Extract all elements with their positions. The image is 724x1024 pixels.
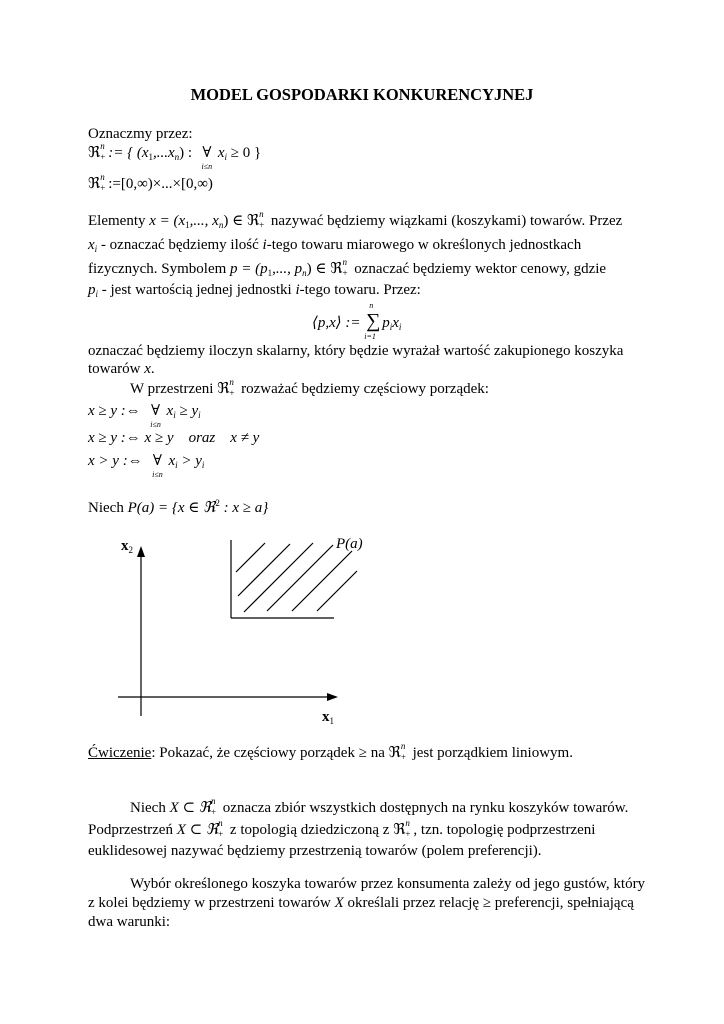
intro-text: Oznaczmy przez: xyxy=(88,126,193,142)
order-intro: W przestrzeni ℜ n + rozważać będziemy częściowy porządek: xyxy=(130,377,489,398)
region-label: P(a) xyxy=(336,536,363,552)
x-axis-label: $x_1$ xyxy=(322,709,334,726)
region-hatching xyxy=(236,543,357,612)
exercise: Ćwiczenie: Pokazać, że częściowy porządek ≥ na ℜ n + jest porządkiem liniowym. xyxy=(88,741,573,762)
page-title: MODEL GOSPODARKI KONKURENCYJNEJ xyxy=(190,85,534,104)
paragraph-space-line3: euklidesowej nazywać będziemy przestrzenią towarów (polem preferencji). xyxy=(88,843,542,859)
y-axis-arrow xyxy=(137,546,145,557)
paragraph-elements-line3: fizycznych. Symbolem $p = (p_1$,..., $p_n$) ∈ ℜ n + oznaczać będziemy wektor cenowy, gdzie xyxy=(88,257,607,278)
definition-P-a: Niech P(a) = {x ∈ ℜ$^2$ : x ≥ a} xyxy=(88,498,269,516)
y-axis-label: $x_2$ xyxy=(121,538,133,555)
paragraph-choice-line3: dwa warunki: xyxy=(88,914,171,930)
order-definition-2: x ≥ y :⇔ x ≥ y oraz x ≠ y xyxy=(88,430,260,446)
paragraph-elements-line2: $x_i$ - oznaczać będziemy ilość i-tego towaru miarowego w określonych jednostkach xyxy=(88,237,582,254)
definition-nonnegative-orthant: ℜ n + := { $(x_1,...x_n)$ : ∀ i≤n $x_i \ge 0$ } xyxy=(88,141,262,171)
order-definition-3: x > y :⇔ ∀ i≤n $x_i > y_i$ xyxy=(88,453,205,479)
paragraph-space-line2: Podprzestrzeń X ⊂ ℜ n + z topologią dziedziczoną z ℜ n + , tzn. topologię podprzestrzeni xyxy=(88,818,596,839)
paragraph-choice-line2: z kolei będziemy w przestrzeni towarów X określali przez relację ≥ preferencji, spełniającą xyxy=(88,895,634,911)
paragraph-choice-line1: Wybór określonego koszyka towarów przez konsumenta zależy od jego gustów, który xyxy=(130,876,646,892)
definition-product-intervals: ℜ n + :=[0,∞)×...×[0,∞) xyxy=(88,172,213,193)
paragraph-elements-line1: Elementy $x = (x_1$,..., $x_n$) ∈ ℜ n + nazywać będziemy wiązkami (koszykami) towarów. Przez xyxy=(88,209,623,230)
x-axis-arrow xyxy=(327,693,338,701)
inner-product-formula: ⟨p,x⟩ := ∑ n i=1 $p_ix_i$ xyxy=(312,301,402,341)
paragraph-elements-line4: $p_i$ - jest wartością jednej jednostki i-tego towaru. Przez: xyxy=(88,282,421,299)
order-definition-1: x ≥ y :⇔ ∀ i≤n $x_i \ge y_i$ xyxy=(88,403,201,429)
paragraph-space-line1: Niech X ⊂ ℜ n + oznacza zbiór wszystkich dostępnych na rynku koszyków towarów. xyxy=(130,796,629,817)
paragraph-scalar-line2: towarów x. xyxy=(88,361,155,377)
paragraph-scalar-line1: oznaczać będziemy iloczyn skalarny, który będzie wyrażał wartość zakupionego koszyka xyxy=(88,343,624,359)
